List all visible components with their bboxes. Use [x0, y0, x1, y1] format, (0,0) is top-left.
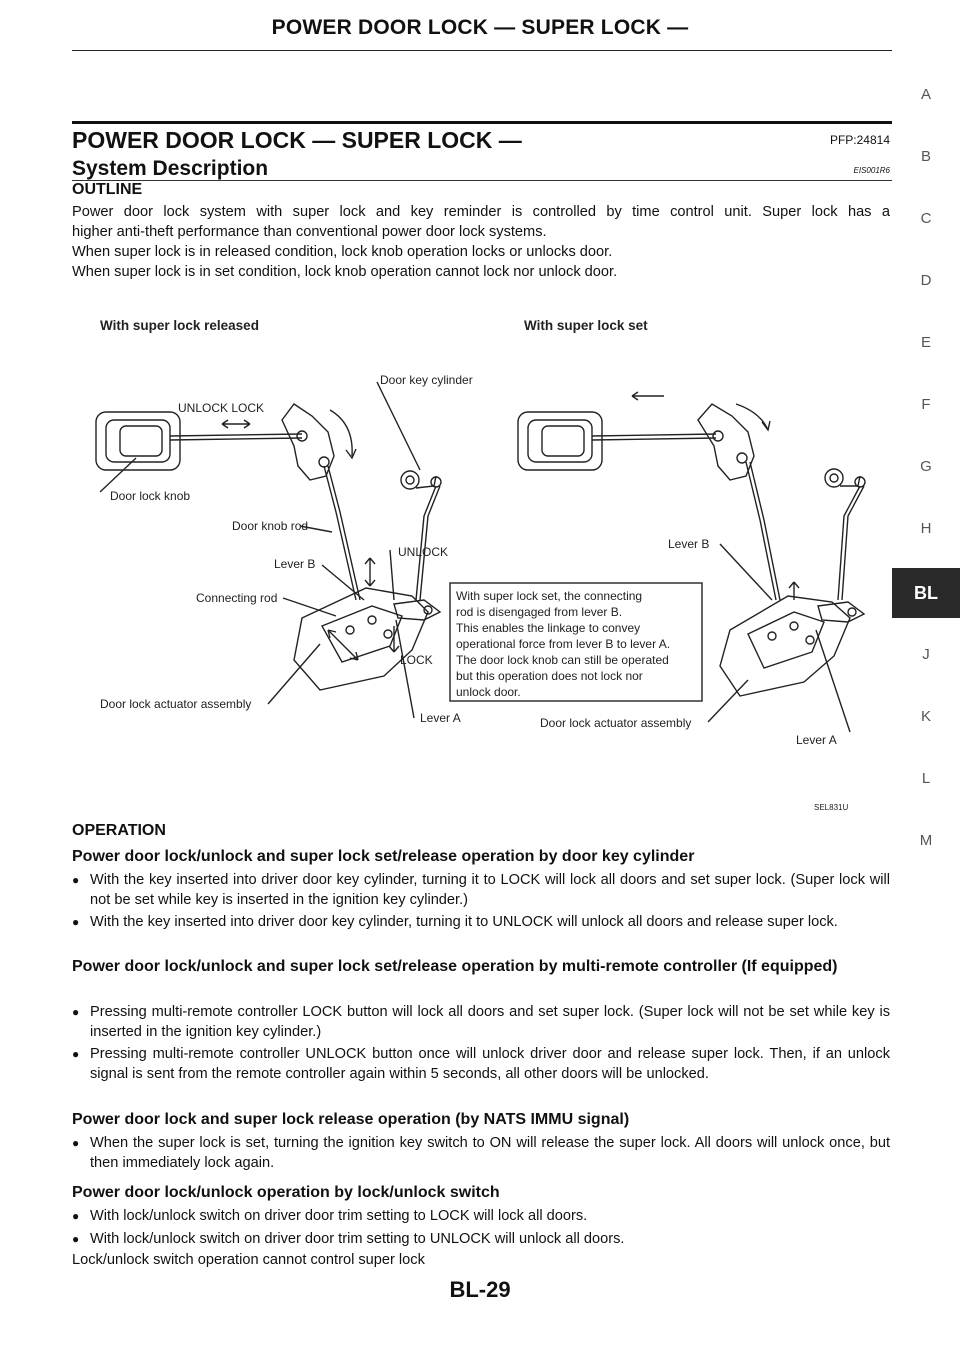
section-tab-g[interactable]: G — [920, 458, 932, 475]
rotation-arrow — [330, 410, 352, 456]
list-item: ● With the key inserted into driver door key cylinder, turning it to UNLOCK will unlock all doors and release super lock. — [72, 914, 838, 930]
bullet-icon: ● — [72, 1232, 80, 1246]
outline-line: higher anti-theft performance than conventional power door lock systems. — [72, 224, 547, 240]
super-lock-diagram — [72, 300, 892, 820]
list-item: ● With the key inserted into driver door key cylinder, turning it to LOCK will lock all doors and set super lock. (Super lock will not be set while key is inserted in the ignition key cylinder.) — [72, 872, 890, 908]
page-number: BL-29 — [449, 1277, 511, 1302]
bullet-icon: ● — [72, 1209, 80, 1223]
right-actuator-body — [720, 596, 850, 696]
op-group-title: Power door lock/unlock and super lock set/release operation by door key cylinder — [72, 848, 695, 865]
title-rule — [72, 121, 892, 124]
key-cylinder-left — [401, 471, 419, 489]
label-door-knob-rod: Door knob rod — [232, 519, 309, 533]
label-door-lock-knob: Door lock knob — [110, 489, 191, 503]
label-unlock: UNLOCK — [398, 545, 449, 559]
section-tab-a[interactable]: A — [920, 86, 931, 103]
outline-paragraph — [72, 202, 890, 282]
list-item: ● When the super lock is set, turning the ignition key switch to ON will release the super lock. All doors will unlock once, but then immediately lock again. — [72, 1135, 890, 1171]
label-door-key-cylinder: Door key cylinder — [380, 373, 473, 387]
left-mechanism — [96, 382, 441, 718]
bullet-icon: ● — [72, 873, 80, 887]
label-lever-b: Lever B — [274, 557, 316, 571]
bullet-icon: ● — [72, 915, 80, 929]
door-lock-knob-shape — [120, 426, 162, 456]
list-item: ● Pressing multi-remote controller LOCK button will lock all doors and set super lock. (Super lock will not be set while key is inserted in the ignition key cylinder.) — [72, 1004, 890, 1040]
section-title: POWER DOOR LOCK — SUPER LOCK — — [72, 127, 522, 153]
left-actuator-body — [294, 588, 428, 690]
label-right-actuator: Door lock actuator assembly — [540, 716, 692, 730]
list-item: ● Pressing multi-remote controller UNLOCK button once will unlock driver door and release super lock. Then, if an unlock signal is sent from the remote controller again within 5 seconds, all other doors will be unlocked. — [72, 1046, 890, 1082]
note-line: rod is disengaged from lever B. — [456, 605, 623, 619]
right-diagram-title: With super lock set — [524, 318, 648, 333]
closing-note: Lock/unlock switch operation cannot control super lock — [72, 1252, 425, 1268]
section-tab-b[interactable]: B — [920, 148, 931, 165]
section-tab-d[interactable]: D — [920, 272, 932, 289]
op-group-title: Power door lock/unlock and super lock set/release operation by multi-remote controller (If equipped) — [72, 958, 838, 975]
lever-b-arrow — [365, 558, 375, 586]
label-right-lever-b: Lever B — [668, 537, 710, 551]
outline-line: When super lock is in set condition, lock knob operation cannot lock nor unlock door. — [72, 264, 618, 280]
diagram-titles — [100, 318, 648, 333]
outline-line: Power door lock system with super lock and key reminder is controlled by time control unit. Super lock has a — [72, 204, 890, 220]
outline-line: When super lock is in released condition, lock knob operation locks or unlocks door. — [72, 244, 613, 260]
label-lever-a: Lever A — [420, 711, 461, 725]
op-group-title: Power door lock/unlock operation by lock/unlock switch — [72, 1184, 500, 1201]
section-tab-e[interactable]: E — [920, 334, 931, 351]
bullet-icon: ● — [72, 1136, 80, 1150]
note-line: but this operation does not lock nor — [456, 669, 643, 683]
bullet-icon: ● — [72, 1047, 80, 1061]
upper-lever — [282, 404, 334, 480]
list-item: ● With lock/unlock switch on driver door trim setting to LOCK will lock all doors. — [72, 1208, 588, 1224]
note-line: The door lock knob can still be operated — [456, 653, 669, 667]
label-lock: LOCK — [400, 653, 433, 667]
label-actuator: Door lock actuator assembly — [100, 697, 252, 711]
system-description-code: EIS001R6 — [853, 166, 890, 175]
note-box — [450, 583, 702, 701]
operation-heading: OPERATION — [72, 822, 166, 839]
note-line: With super lock set, the connecting — [456, 589, 643, 603]
section-tab-l[interactable]: L — [921, 770, 931, 787]
section-tab-j[interactable]: J — [922, 646, 930, 663]
op-group-title: Power door lock and super lock release operation (by NATS IMMU signal) — [72, 1111, 630, 1128]
door-handle-outer — [96, 412, 180, 470]
bullet-icon: ● — [72, 1005, 80, 1019]
right-lock-arrow — [632, 392, 664, 400]
sub-rule — [72, 180, 892, 181]
section-tab-k[interactable]: K — [920, 708, 931, 725]
label-connecting-rod: Connecting rod — [196, 591, 278, 605]
running-header: POWER DOOR LOCK — SUPER LOCK — — [271, 16, 689, 39]
outline-heading: OUTLINE — [72, 181, 143, 198]
pfp-code: PFP:24814 — [829, 133, 890, 147]
section-tab-m[interactable]: M — [919, 832, 933, 849]
key-cylinder-right — [825, 469, 843, 487]
left-diagram-title: With super lock released — [100, 318, 259, 333]
knob-link-rod — [170, 434, 302, 436]
label-unlock-lock: UNLOCK LOCK — [178, 401, 265, 415]
list-item: ● With lock/unlock switch on driver door trim setting to UNLOCK will unlock all doors. — [72, 1231, 625, 1247]
note-line: This enables the linkage to convey — [456, 621, 641, 635]
diagram-code: SEL831U — [814, 803, 849, 812]
note-line: operational force from lever B to lever A. — [456, 637, 671, 651]
section-tab-f[interactable]: F — [921, 396, 931, 413]
unlock-lock-arrow — [222, 420, 250, 428]
header-rule — [72, 50, 892, 51]
section-tab-bl[interactable]: BL — [892, 568, 960, 618]
note-line: unlock door. — [456, 685, 521, 699]
label-right-lever-a: Lever A — [796, 733, 837, 747]
section-tab-h[interactable]: H — [920, 520, 932, 537]
section-tab-c[interactable]: C — [920, 210, 932, 227]
system-description-title: System Description — [72, 157, 269, 180]
